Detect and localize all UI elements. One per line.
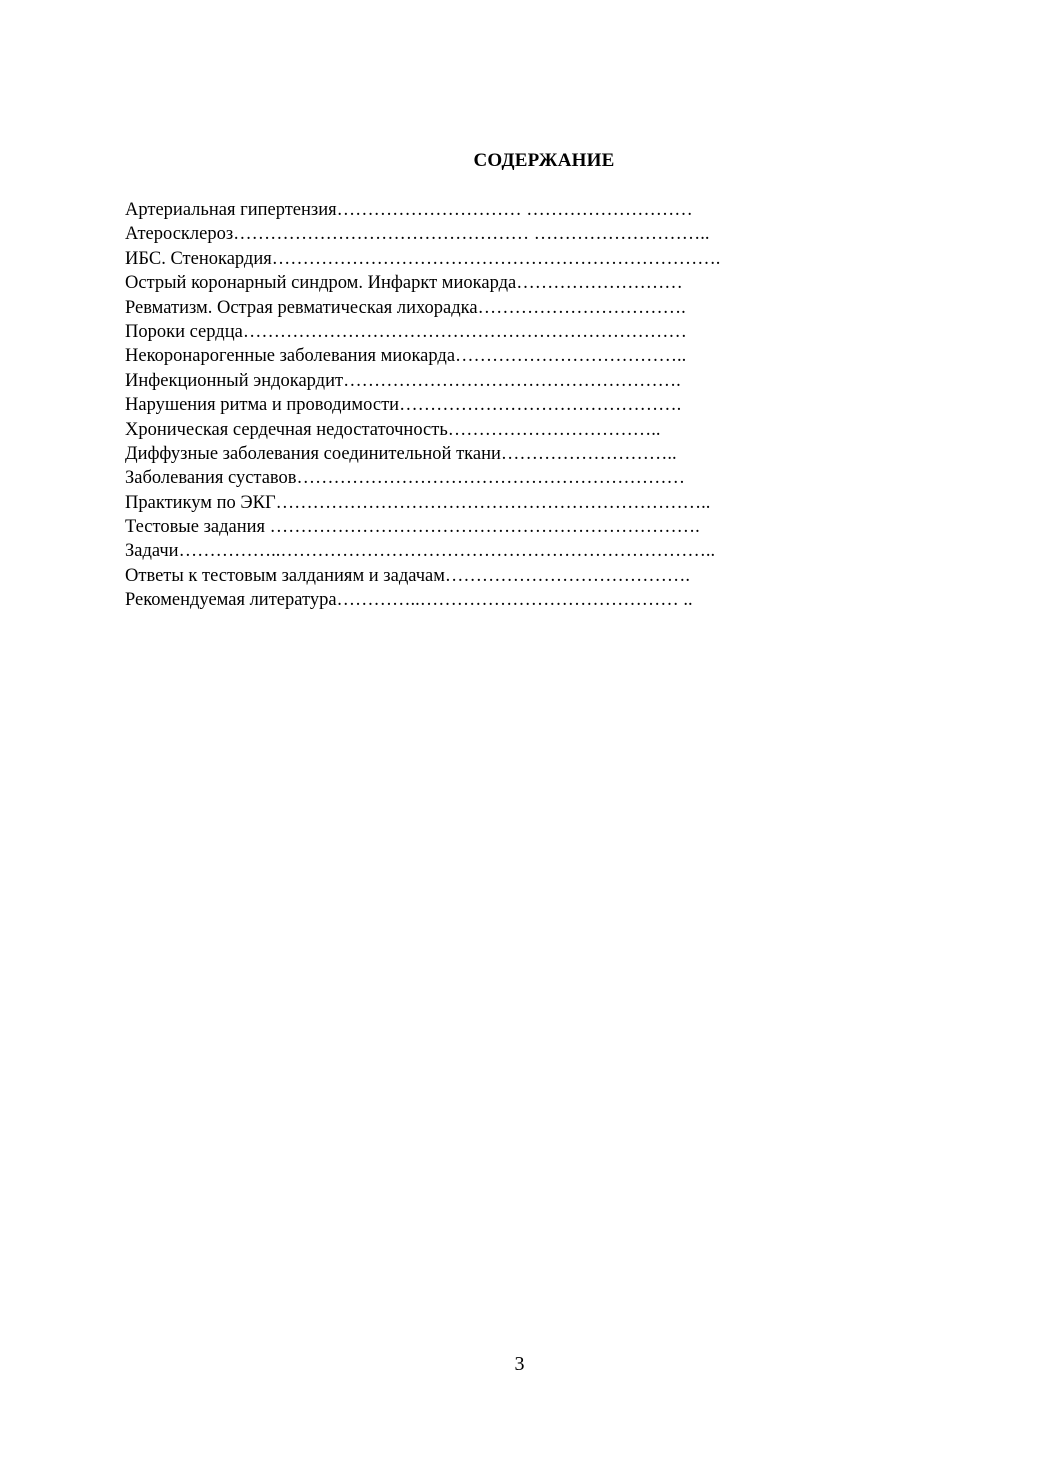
toc-entry-label: Некоронарогенные заболевания миокарда (125, 346, 456, 367)
toc-entry-leader: ……………………………………………………………. (265, 517, 700, 538)
table-of-contents (125, 198, 825, 613)
toc-entry (125, 344, 825, 368)
toc-entry-label: Диффузные заболевания соединительной ткани (125, 443, 501, 464)
page-number: 3 (514, 1353, 525, 1375)
toc-entry (125, 320, 825, 344)
toc-entry-leader: ………………………………………. (399, 395, 682, 416)
toc-entry-leader: …………………………………. (444, 565, 691, 586)
toc-entry-leader: ……………………… (516, 273, 683, 294)
toc-entry (125, 466, 825, 490)
toc-entry-leader: …………………………….. (447, 419, 661, 440)
toc-entry-label: Рекомендуемая литература (125, 590, 337, 611)
toc-entry (125, 491, 825, 515)
toc-entry-label: Задачи (125, 541, 179, 562)
toc-entry-leader: …………..…………………………………… .. (336, 590, 693, 611)
toc-entry (125, 198, 825, 222)
toc-entry-label: Артериальная гипертензия (125, 200, 337, 220)
toc-entry-leader: ……………..…………………………………………………………….. (178, 541, 716, 562)
toc-entry (125, 442, 825, 466)
toc-entry (125, 271, 825, 295)
toc-entry-leader: ……………………………. (477, 297, 686, 318)
toc-entry (125, 564, 825, 588)
toc-entry-label: Инфекционный эндокардит (125, 370, 344, 391)
toc-entry-label: Ревматизм. Острая ревматическая лихорадка (125, 297, 478, 318)
toc-entry-label: ИБС. Стенокардия (125, 248, 272, 269)
toc-entry (125, 418, 825, 442)
toc-entry-leader: ……………………………….. (455, 346, 687, 367)
toc-entry (125, 588, 825, 612)
toc-entry-label: Острый коронарный синдром. Инфаркт миокарда (125, 273, 517, 294)
toc-entry-leader: ………………………… ……………………… (336, 200, 693, 220)
toc-entry (125, 393, 825, 417)
toc-entry-label: Ответы к тестовым залданиям и задачам (125, 565, 445, 586)
toc-entry-leader: ……………………………………………………… (296, 468, 686, 489)
toc-entry-label: Хроническая сердечная недостаточность (125, 419, 448, 440)
page-title: СОДЕРЖАНИЕ (473, 150, 615, 171)
toc-entry (125, 296, 825, 320)
toc-entry (125, 515, 825, 539)
toc-entry (125, 369, 825, 393)
toc-entry-leader: …………………………………………………………….. (275, 492, 711, 513)
toc-entry-leader: ………………………………………… ……………………….. (233, 224, 710, 245)
toc-entry-label: Пороки сердца (125, 321, 243, 342)
toc-entry (125, 539, 825, 563)
toc-entry-leader: ……………………………………………………………… (242, 321, 687, 342)
toc-entry-label: Атеросклероз (125, 224, 234, 245)
toc-entry-label: Практикум по ЭКГ (125, 492, 276, 513)
toc-entry-leader: ………………………………………………. (343, 370, 681, 391)
toc-entry (125, 222, 825, 246)
toc-entry-leader: ……………………….. (500, 443, 677, 464)
toc-entry-label: Нарушения ритма и проводимости (125, 395, 400, 416)
toc-entry-leader: ………………………………………………………………. (271, 248, 721, 269)
toc-entry-label: Заболевания суставов (125, 468, 297, 489)
toc-entry (125, 247, 825, 271)
toc-entry-label: Тестовые задания (125, 517, 266, 538)
